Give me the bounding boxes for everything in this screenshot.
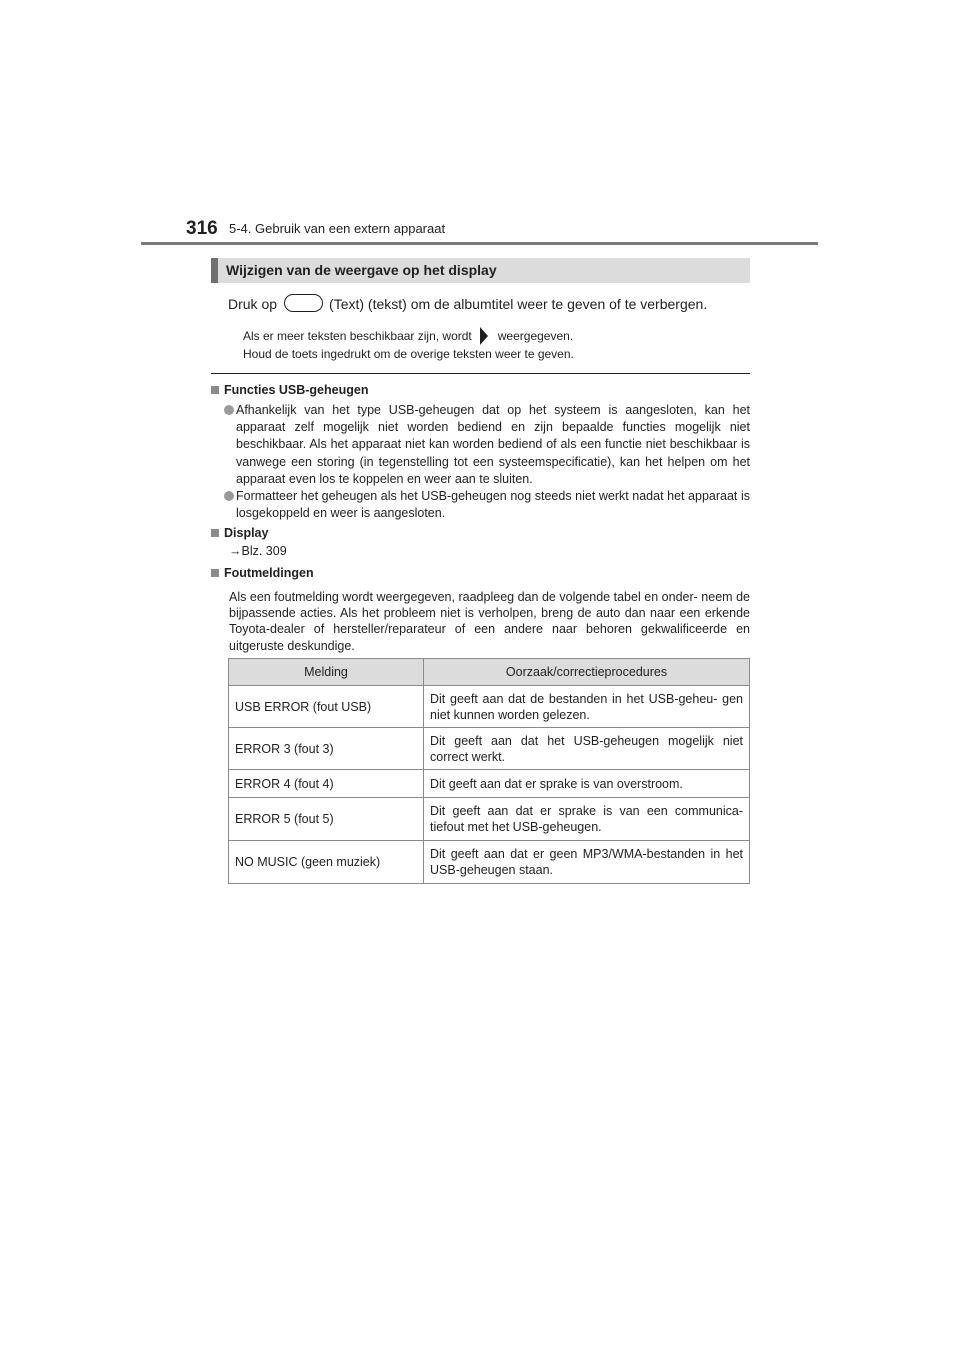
display-heading: Display	[211, 526, 268, 540]
table-row	[229, 841, 750, 884]
usb-bullet-1: Afhankelijk van het type USB-geheugen dat op het systeem is aangesloten, kan het apparaat zelf mogelijk niet worden bediend en zijn bepaalde functies mogelijk niet beschikbaar. Als het apparaat niet kan worden bediend of als een functie niet beschikbaar is vanwege een storing (in tegenstelling tot een systeemspecificatie), kan het helpen om het apparaat even los te koppelen en weer aan te sluiten.	[224, 402, 750, 488]
rounded-button-icon	[284, 294, 323, 312]
table-cell-message: ERROR 5 (fout 5)	[229, 798, 424, 841]
section-title: Wijzigen van de weergave op het display	[226, 262, 497, 278]
chapter-title: 5-4. Gebruik van een extern apparaat	[229, 221, 446, 236]
triangle-arrow-icon	[480, 327, 488, 345]
instruction-line	[228, 294, 707, 312]
page-number: 316	[186, 218, 218, 239]
note-hold-key: Houd de toets ingedrukt om de overige teksten weer te geven.	[243, 347, 574, 361]
section-accent	[211, 258, 218, 283]
table-cell-cause: Dit geeft aan dat er sprake is van een communica- tiefout met het USB-geheugen.	[424, 798, 750, 841]
square-bullet-icon	[211, 386, 219, 394]
instruction-after: (Text) (tekst) om de albumtitel weer te geven of te verbergen.	[329, 296, 708, 312]
table-cell-message: ERROR 3 (fout 3)	[229, 728, 424, 770]
instruction-before: Druk op	[228, 296, 278, 312]
table-cell-cause: Dit geeft aan dat het USB-geheugen mogelijk niet correct werkt.	[424, 728, 750, 770]
usb-heading: Functies USB-geheugen	[211, 383, 368, 397]
table-cell-cause: Dit geeft aan dat de bestanden in het USB-geheu- gen niet kunnen worden gelezen.	[424, 686, 750, 728]
note1-before: Als er meer teksten beschikbaar zijn, wordt	[243, 329, 472, 343]
round-bullet-icon	[224, 491, 234, 501]
errors-heading: Foutmeldingen	[211, 566, 314, 580]
note1-after: weergegeven.	[497, 329, 574, 343]
display-page-reference: →Blz. 309	[229, 544, 287, 558]
column-header-message: Melding	[229, 659, 424, 686]
error-message-table	[228, 658, 750, 884]
section-heading-bar	[211, 258, 750, 283]
section-divider	[211, 373, 750, 374]
table-cell-cause: Dit geeft aan dat er sprake is van overstroom.	[424, 770, 750, 798]
header-rule	[141, 242, 818, 245]
errors-intro: Als een foutmelding wordt weergegeven, raadpleeg dan de volgende tabel en onder- neem de bijpassende acties. Als het probleem niet is verholpen, breng de auto dan naar een erkende Toyota-dealer of hersteller/reparateur of een andere naar behoren gekwalificeerde en uitgeruste deskundige.	[229, 590, 750, 653]
table-cell-message: NO MUSIC (geen muziek)	[229, 841, 424, 884]
note-more-texts	[243, 327, 573, 345]
table-header-row	[229, 659, 750, 686]
usb-bullet-2: Formatteer het geheugen als het USB-geheugen nog steeds niet werkt nadat het apparaat is losgekoppeld en weer is aangesloten.	[224, 488, 750, 522]
column-header-cause: Oorzaak/correctieprocedures	[424, 659, 750, 686]
table-row	[229, 686, 750, 728]
round-bullet-icon	[224, 405, 234, 415]
table-row	[229, 728, 750, 770]
table-cell-message: ERROR 4 (fout 4)	[229, 770, 424, 798]
table-cell-message: USB ERROR (fout USB)	[229, 686, 424, 728]
table-row	[229, 798, 750, 841]
table-row	[229, 770, 750, 798]
square-bullet-icon	[211, 529, 219, 537]
table-cell-cause: Dit geeft aan dat er geen MP3/WMA-bestanden in het USB-geheugen staan.	[424, 841, 750, 884]
square-bullet-icon	[211, 569, 219, 577]
